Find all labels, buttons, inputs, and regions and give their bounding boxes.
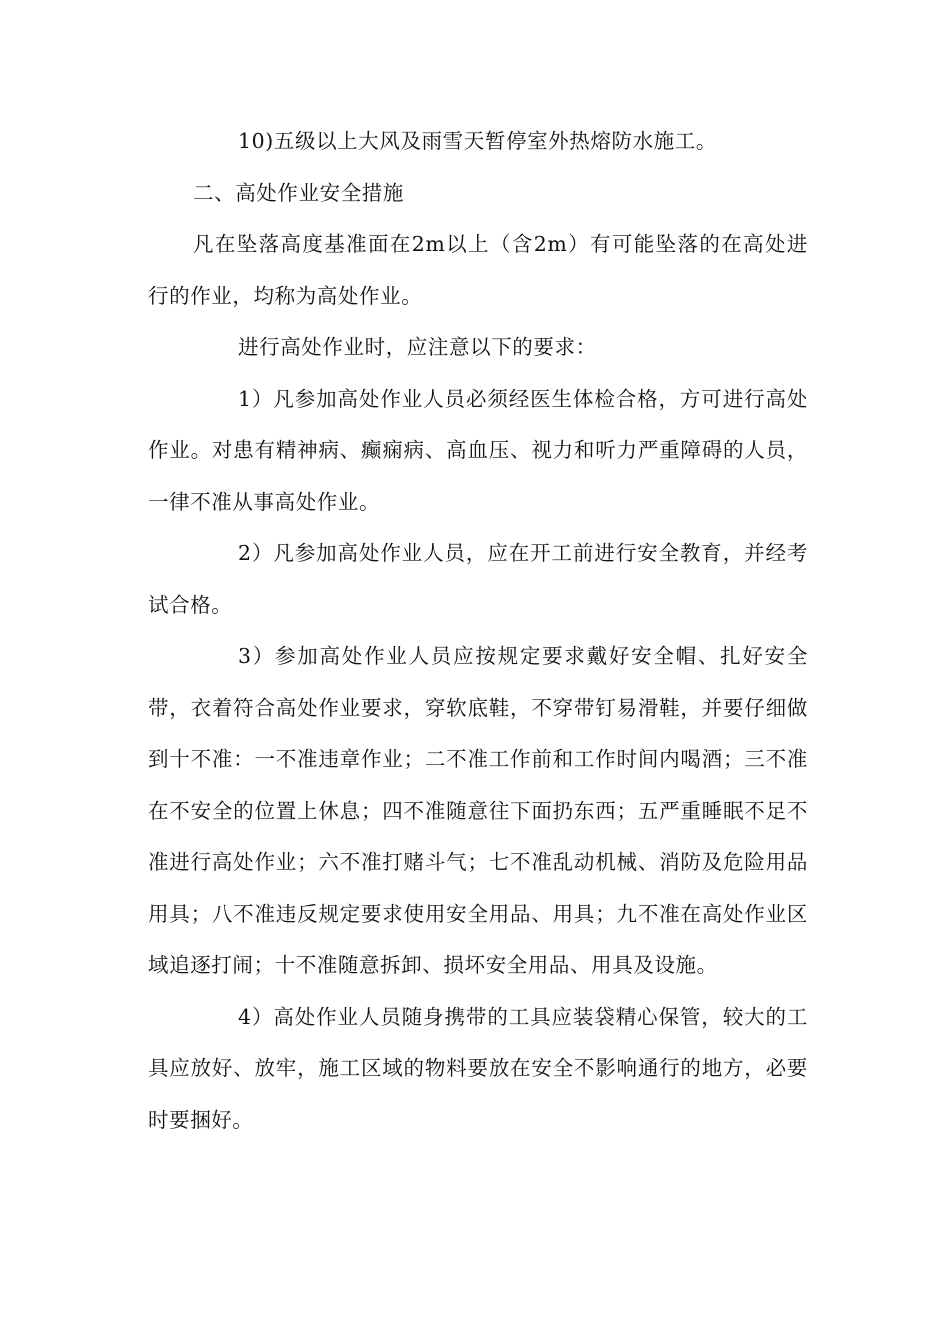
requirement-3: 3）参加高处作业人员应按规定要求戴好安全帽、扎好安全带，衣着符合高处作业要求，穿软底鞋，不穿带钉易滑鞋，并要仔细做到十不准：一不准违章作业；二不准工作前和工作时间内喝酒；三不准在不安全的位置上休息；四不准随意往下面扔东西；五严重睡眠不足不准进行高处作业；六不准打赌斗气；七不准乱动机械、消防及危险用品用具；八不准违反规定要求使用安全用品、用具；九不准在高处作业区域追逐打闹；十不准随意拆卸、损坏安全用品、用具及设施。 [148, 644, 808, 977]
requirement-1: 1）凡参加高处作业人员必须经医生体检合格，方可进行高处作业。对患有精神病、癫痫病、高血压、视力和听力严重障碍的人员，一律不准从事高处作业。 [148, 386, 808, 514]
requirement-4: 4）高处作业人员随身携带的工具应装袋精心保管，较大的工具应放好、放牢，施工区域的物料要放在安全不影响通行的地方，必要时要捆好。 [148, 1004, 808, 1132]
definition-paragraph: 凡在坠落高度基准面在2m以上（含2m）有可能坠落的在高处进行的作业，均称为高处作业。 [148, 232, 808, 308]
section-heading: 二、高处作业安全措施 [193, 180, 404, 205]
item-10-paragraph: 10)五级以上大风及雨雪天暂停室外热熔防水施工。 [238, 129, 717, 153]
requirement-2: 2）凡参加高处作业人员，应在开工前进行安全教育，并经考试合格。 [148, 541, 808, 617]
document-body [148, 116, 808, 1146]
requirements-intro: 进行高处作业时，应注意以下的要求： [238, 335, 597, 359]
